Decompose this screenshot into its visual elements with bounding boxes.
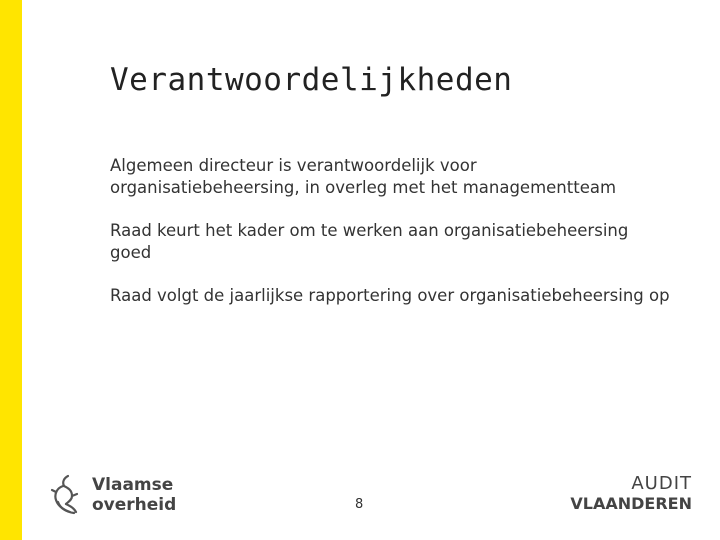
logo-line-1: Vlaamse bbox=[92, 475, 174, 495]
page-number: 8 bbox=[355, 497, 364, 512]
flemish-lion-icon bbox=[50, 472, 80, 518]
logo-line-2: overheid bbox=[92, 495, 177, 515]
vlaamse-overheid-text bbox=[92, 475, 176, 515]
slide-title: Verantwoordelijkheden bbox=[110, 62, 513, 98]
audit-vlaanderen-logo bbox=[570, 474, 692, 514]
bullet-list bbox=[110, 155, 670, 328]
bullet-item: Algemeen directeur is verantwoordelijk voor organisatiebeheersing, in overleg met het managementteam bbox=[110, 156, 617, 197]
vlaamse-overheid-logo bbox=[50, 470, 176, 520]
bullet-item: Raad volgt de jaarlijkse rapportering over organisatiebeheersing op bbox=[110, 286, 670, 305]
bullet-item: Raad keurt het kader om te werken aan organisatiebeheersing goed bbox=[110, 221, 629, 262]
accent-bar bbox=[0, 0, 22, 540]
audit-text: AUDIT bbox=[631, 473, 692, 494]
vlaanderen-text: VLAANDEREN bbox=[570, 494, 692, 513]
